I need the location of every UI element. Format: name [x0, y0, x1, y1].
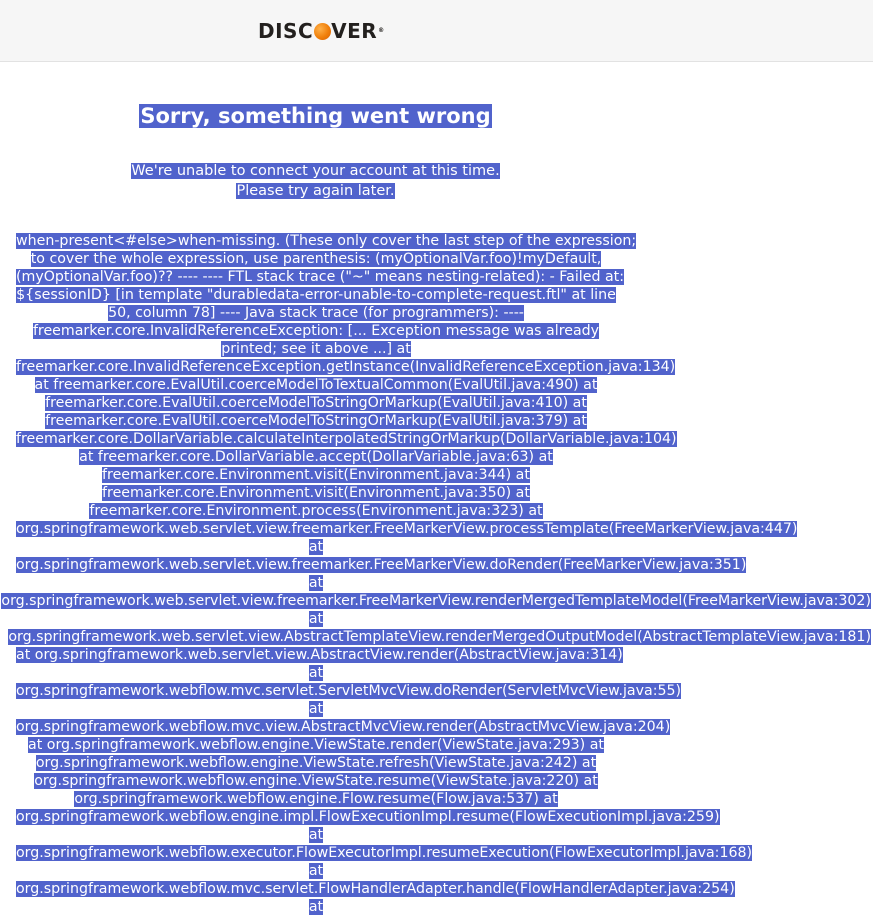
- stack-trace-line: at org.springframework.web.servlet.view.AbstractView.render(AbstractView.java:314): [16, 647, 623, 663]
- stack-trace-line: freemarker.core.InvalidReferenceException: [... Exception message was already: [32, 323, 600, 339]
- stack-trace-line: freemarker.core.EvalUtil.coerceModelToStringOrMarkup(EvalUtil.java:379) at: [45, 413, 587, 429]
- logo-orange-dot: [314, 23, 331, 40]
- stack-trace-line: at: [308, 665, 324, 681]
- stack-trace-line: freemarker.core.Environment.visit(Environment.java:344) at: [102, 467, 530, 483]
- discover-logo[interactable]: DISC VER®: [258, 19, 385, 43]
- error-message-line-2: Please try again later.: [236, 183, 395, 199]
- stack-trace-line: org.springframework.web.servlet.view.freemarker.FreeMarkerView.renderMergedTemplateModel(FreeMarkerView.java:302): [1, 593, 871, 609]
- stack-trace-line: at freemarker.core.DollarVariable.accept(DollarVariable.java:63) at: [79, 449, 553, 465]
- stack-trace-line: at: [308, 827, 324, 843]
- stack-trace-line: when-present<#else>when-missing. (These only cover the last step of the expression;: [16, 233, 637, 249]
- stack-trace-line: at: [308, 701, 324, 717]
- stack-trace-line: org.springframework.webflow.engine.ViewState.resume(ViewState.java:220) at: [34, 773, 598, 789]
- stack-trace-line: at: [308, 863, 324, 879]
- stack-trace-line: at org.springframework.webflow.engine.ViewState.render(ViewState.java:293) at: [28, 737, 604, 753]
- stack-trace-line: at: [308, 611, 324, 627]
- stack-trace-line: freemarker.core.InvalidReferenceException.getInstance(InvalidReferenceException.java:134): [16, 359, 676, 375]
- stack-trace-line: freemarker.core.Environment.process(Environment.java:323) at: [89, 503, 543, 519]
- stack-trace-line: at: [308, 539, 324, 555]
- site-header: [0, 0, 873, 62]
- error-title: Sorry, something went wrong: [140, 104, 491, 128]
- stack-trace-line: org.springframework.webflow.mvc.servlet.ServletMvcView.doRender(ServletMvcView.java:55): [16, 683, 682, 699]
- stack-trace-line: org.springframework.webflow.engine.ViewState.refresh(ViewState.java:242) at: [35, 755, 597, 771]
- stack-trace-line: (myOptionalVar.foo)?? ---- ---- FTL stack trace ("~" means nesting-related): - Failed at:: [16, 269, 625, 285]
- stack-trace-line: 50, column 78] ---- Java stack trace (for programmers): ----: [108, 305, 524, 321]
- stack-trace-line: at freemarker.core.EvalUtil.coerceModelToTextualCommon(EvalUtil.java:490) at: [34, 377, 598, 393]
- stack-trace-line: org.springframework.web.servlet.view.AbstractTemplateView.renderMergedOutputModel(AbstractTemplateView.java:181): [8, 629, 871, 645]
- stack-trace-line: org.springframework.webflow.engine.impl.FlowExecutionImpl.resume(FlowExecutionImpl.java:259): [16, 809, 720, 825]
- stack-trace-line: org.springframework.web.servlet.view.freemarker.FreeMarkerView.doRender(FreeMarkerView.java:351): [16, 557, 747, 573]
- stack-trace-line: org.springframework.webflow.mvc.servlet.FlowHandlerAdapter.handle(FlowHandlerAdapter.java:254): [16, 881, 735, 897]
- stack-trace-line: org.springframework.web.servlet.view.freemarker.FreeMarkerView.processTemplate(FreeMarkerView.java:447): [16, 521, 798, 537]
- error-message: [0, 161, 631, 201]
- stack-trace-line: org.springframework.webflow.executor.FlowExecutorImpl.resumeExecution(FlowExecutorImpl.java:168): [16, 845, 753, 861]
- stack-trace-line: at: [308, 575, 324, 591]
- stack-trace-line: freemarker.core.Environment.visit(Environment.java:350) at: [102, 485, 530, 501]
- stack-trace-line: freemarker.core.DollarVariable.calculateInterpolatedStringOrMarkup(DollarVariable.java:104): [16, 431, 677, 447]
- stack-trace-line: freemarker.core.EvalUtil.coerceModelToStringOrMarkup(EvalUtil.java:410) at: [45, 395, 587, 411]
- stack-trace-line: at: [308, 899, 324, 915]
- stack-trace-line: printed; see it above ...] at: [221, 341, 411, 357]
- stack-trace-line: ${sessionID} [in template "durabledata-error-unable-to-complete-request.ftl" at line: [16, 287, 616, 303]
- error-message-line-1: We're unable to connect your account at this time.: [131, 163, 500, 179]
- stack-trace-line: to cover the whole expression, use parenthesis: (myOptionalVar.foo)!myDefault,: [30, 251, 602, 267]
- stack-trace-line: org.springframework.webflow.engine.Flow.resume(Flow.java:537) at: [74, 791, 558, 807]
- stack-trace-line: org.springframework.webflow.mvc.view.AbstractMvcView.render(AbstractMvcView.java:204): [16, 719, 671, 735]
